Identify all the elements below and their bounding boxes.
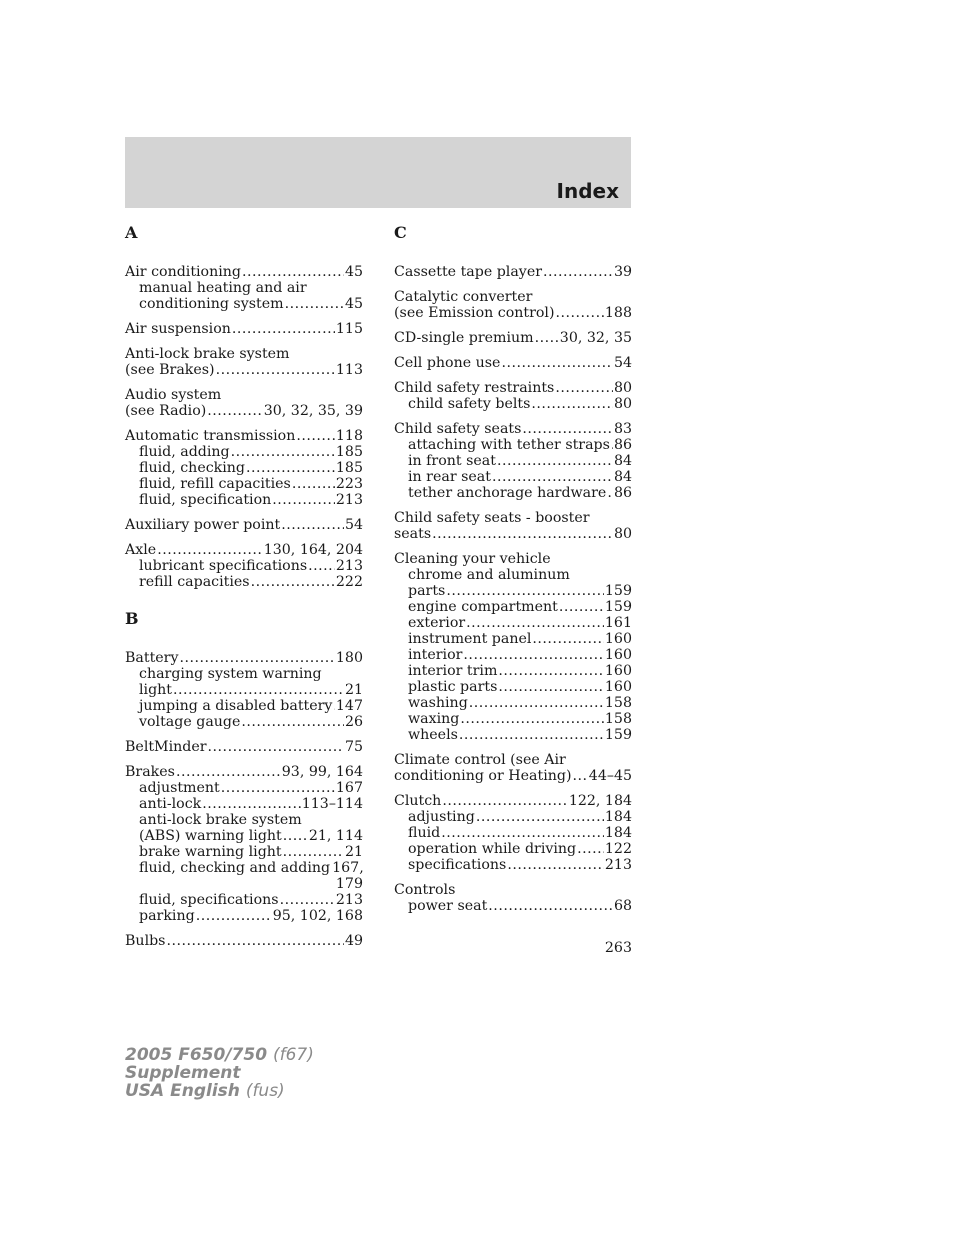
entry-pages: 45 [344,296,363,312]
entry-subterm: power seat [408,898,488,914]
entry-pages: 30, 32, 35, 39 [263,403,363,419]
entry-subterm: lubricant specifications [139,558,308,574]
footer-info [125,1046,314,1100]
entry-subterm: interior [408,647,463,663]
entry-term: Axle [125,542,157,558]
index-column-left [125,219,363,958]
entry-term: Brakes [125,764,175,780]
entry-subterm: fluid, specifications [139,892,279,908]
index-entry [125,264,363,312]
entry-pages: 159 [604,727,632,743]
entry-subterm: conditioning system [139,296,284,312]
entry-pages: 93, 99, 164 [281,764,363,780]
index-entry [125,542,363,590]
entry-term: Catalytic converter [394,289,533,305]
entry-subterm: fluid, checking and adding [139,860,331,876]
entry-subterm: anti-lock [139,796,202,812]
entry-term: CD-single premium [394,330,534,346]
entry-pages: 160 [604,679,632,695]
index-entry [394,264,632,280]
entry-pages: 213 [335,492,363,508]
section-letter-c: C [394,223,407,242]
entry-term: Air conditioning [125,264,241,280]
index-entry [125,933,363,949]
footer-language: USA English [125,1081,240,1101]
entry-pages: 54 [344,517,363,533]
index-entry [125,764,363,924]
entry-term: Child safety restraints [394,380,555,396]
index-entry [394,380,632,412]
entry-term: BeltMinder [125,739,207,755]
entry-subterm: chrome and aluminum [408,567,570,583]
index-entry [125,387,363,419]
entry-pages: 21, 114 [308,828,363,844]
entry-term: Cleaning your vehicle [394,551,551,567]
entry-subterm: charging system warning [139,666,322,682]
footer-model-code: (f67) [272,1045,314,1065]
index-entry [394,289,632,321]
entry-subterm: manual heating and air [139,280,307,296]
entry-subterm: fluid [408,825,441,841]
entry-pages: 118 [335,428,363,444]
entry-term: (see Emission control) [394,305,555,321]
entry-term: Cassette tape player [394,264,542,280]
entry-subterm: wheels [408,727,458,743]
entry-subterm: fluid, specification [139,492,272,508]
entry-pages: 95, 102, 168 [272,908,363,924]
entry-subterm: light [139,682,172,698]
page-number: 263 [604,940,632,956]
entry-pages: 130, 164, 204 [263,542,363,558]
entry-pages: 184 [604,825,632,841]
index-entry [394,752,632,784]
entry-subterm: (ABS) warning light [139,828,282,844]
entry-subterm: parking [139,908,195,924]
entry-subterm: instrument panel [408,631,532,647]
entry-subterm: attaching with tether straps [408,437,610,453]
index-entry [394,882,632,914]
entry-pages: 222 [335,574,363,590]
entry-pages: 113–114 [301,796,363,812]
entry-pages: 122 [604,841,632,857]
entry-subterm: in front seat [408,453,496,469]
entry-pages: 80 [613,526,632,542]
entry-pages: 68 [613,898,632,914]
index-column-right [394,219,632,923]
footer-model: 2005 F650/750 [125,1045,268,1065]
entry-pages: 160 [604,647,632,663]
entry-term: Cell phone use [394,355,501,371]
entry-term: (see Brakes) [125,362,215,378]
entry-pages: 158 [604,711,632,727]
entry-subterm: adjusting [408,809,475,825]
entry-pages: 86 [613,437,632,453]
entry-pages: 185 [335,444,363,460]
entry-subterm: voltage gauge [139,714,241,730]
entry-subterm: fluid, refill capacities [139,476,291,492]
entry-subterm: fluid, checking [139,460,246,476]
entry-term: Battery [125,650,179,666]
index-entry [125,739,363,755]
entry-pages: 21 [344,844,363,860]
entry-pages: 160 [604,631,632,647]
entry-term: Auxiliary power point [125,517,281,533]
entry-term: (see Radio) [125,403,207,419]
entry-pages: 185 [335,460,363,476]
entry-subterm: parts [408,583,446,599]
entry-pages-continued: 179 [335,876,363,892]
entry-term: conditioning or Heating) [394,768,572,784]
entry-subterm: fluid, adding [139,444,230,460]
entry-subterm: adjustment [139,780,220,796]
entry-pages: 49 [344,933,363,949]
entry-pages: 158 [604,695,632,711]
entry-pages: 122, 184 [568,793,632,809]
entry-term: Clutch [394,793,442,809]
index-entry [394,330,632,346]
entry-subterm: tether anchorage hardware [408,485,607,501]
entry-subterm: interior trim [408,663,498,679]
entry-subterm: engine compartment [408,599,558,615]
index-entry [394,793,632,873]
entry-pages: 30, 32, 35 [559,330,632,346]
entry-pages: 159 [604,599,632,615]
entry-pages: 84 [613,453,632,469]
entry-pages: 167 [335,780,363,796]
entry-pages: 44–45 [588,768,632,784]
entry-subterm: waxing [408,711,460,727]
entry-pages: 54 [613,355,632,371]
entry-subterm: washing [408,695,468,711]
entry-term: Child safety seats - booster [394,510,590,526]
index-entry [394,355,632,371]
entry-pages: 39 [613,264,632,280]
entry-term: Bulbs [125,933,166,949]
entry-pages: 213 [335,892,363,908]
entry-subterm: in rear seat [408,469,491,485]
entry-pages: 184 [604,809,632,825]
header-band [125,137,631,208]
entry-pages: 167, [332,860,364,876]
entry-term: seats [394,526,432,542]
section-letter-a: A [125,223,138,242]
index-entry [394,510,632,542]
index-entry [125,650,363,730]
index-entry [125,517,363,533]
entry-term: Audio system [125,387,222,403]
entry-pages: 188 [604,305,632,321]
entry-subterm: child safety belts [408,396,531,412]
entry-pages: 180 [335,650,363,666]
entry-subterm: jumping a disabled battery [139,698,333,714]
entry-subterm: specifications [408,857,507,873]
entry-pages: 86 [613,485,632,501]
entry-pages: 21 [344,682,363,698]
entry-pages: 159 [604,583,632,599]
entry-subterm: plastic parts [408,679,498,695]
entry-term: Child safety seats [394,421,522,437]
entry-subterm: operation while driving [408,841,577,857]
index-entry [125,346,363,378]
entry-pages: 83 [613,421,632,437]
entry-pages: 75 [344,739,363,755]
entry-pages: 161 [604,615,632,631]
entry-pages: 223 [335,476,363,492]
entry-term: Controls [394,882,456,898]
entry-pages: 45 [344,264,363,280]
entry-subterm: refill capacities [139,574,250,590]
entry-subterm: brake warning light [139,844,282,860]
entry-term: Air suspension [125,321,231,337]
section-letter-b: B [125,609,139,628]
entry-pages: 80 [613,380,632,396]
entry-pages: 26 [344,714,363,730]
entry-pages: 213 [604,857,632,873]
index-entry [125,321,363,337]
footer-edition: Supplement [125,1063,241,1083]
entry-subterm: anti-lock brake system [139,812,302,828]
entry-pages: 113 [335,362,363,378]
entry-pages: 115 [335,321,363,337]
entry-term: Automatic transmission [125,428,296,444]
index-entry [125,428,363,508]
index-entry [394,421,632,501]
entry-pages: 147 [335,698,363,714]
index-entry [394,551,632,743]
page-title: Index [556,179,619,203]
footer-language-code: (fus) [245,1081,285,1101]
entry-pages: 213 [335,558,363,574]
entry-pages: 160 [604,663,632,679]
entry-term: Climate control (see Air [394,752,566,768]
entry-pages: 80 [613,396,632,412]
entry-pages: 84 [613,469,632,485]
entry-term: Anti-lock brake system [125,346,290,362]
entry-subterm: exterior [408,615,466,631]
